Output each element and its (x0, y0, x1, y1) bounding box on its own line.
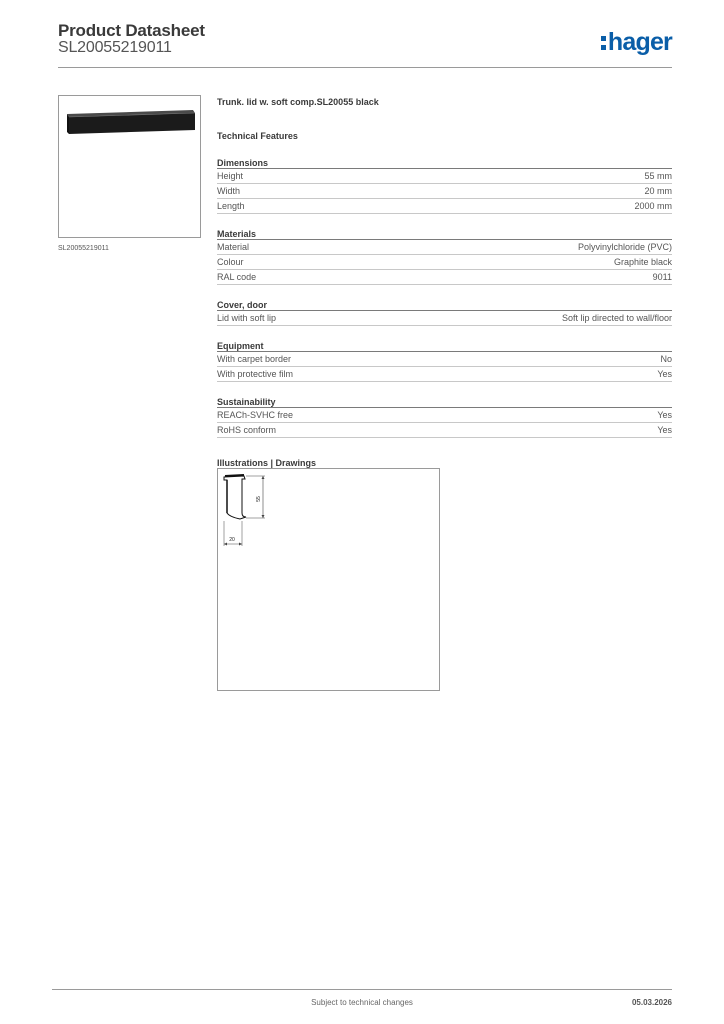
product-image (63, 106, 197, 136)
technical-drawing-frame (217, 468, 440, 691)
spec-value: Polyvinylchloride (PVC) (577, 242, 672, 252)
spec-row (217, 199, 672, 214)
spec-value: 55 mm (644, 171, 672, 181)
page-title: Product Datasheet (58, 21, 205, 40)
product-image-frame (58, 95, 201, 238)
section-dimensions (217, 157, 672, 214)
spec-value: 2000 mm (634, 201, 672, 211)
dim-height-label: 55 (256, 496, 262, 502)
spec-label: Colour (217, 257, 244, 267)
logo-dots-icon (601, 36, 606, 50)
spec-row (217, 367, 672, 382)
section-sustainability (217, 396, 672, 438)
illustrations-heading: Illustrations | Drawings (217, 458, 317, 468)
dim-width-label: 20 (229, 537, 235, 543)
spec-label: Width (217, 186, 241, 196)
features-heading: Technical Features (217, 131, 298, 141)
spec-label: REACh-SVHC free (217, 410, 294, 420)
spec-row (217, 408, 672, 423)
product-name: Trunk. lid w. soft comp.SL20055 black (217, 97, 379, 107)
spec-row (217, 255, 672, 270)
spec-value: Yes (657, 425, 672, 435)
footer-date: 05.03.2026 (631, 998, 672, 1007)
section-materials (217, 228, 672, 285)
spec-label: RoHS conform (217, 425, 277, 435)
spec-label: With protective film (217, 369, 294, 379)
section-cover-door (217, 299, 672, 326)
logo-text: hager (607, 28, 672, 56)
section-title: Dimensions (217, 157, 672, 169)
product-image-caption: SL20055219011 (58, 245, 109, 252)
spec-label: Material (217, 242, 250, 252)
section-equipment (217, 340, 672, 382)
section-title: Sustainability (217, 396, 672, 408)
page-subtitle: SL20055219011 (58, 39, 172, 56)
spec-value: Graphite black (613, 257, 672, 267)
spec-value: Yes (657, 410, 672, 420)
spec-value: 20 mm (644, 186, 672, 196)
spec-value: Yes (657, 369, 672, 379)
section-title: Cover, door (217, 299, 672, 311)
section-title: Equipment (217, 340, 672, 352)
spec-row (217, 352, 672, 367)
spec-label: RAL code (217, 272, 257, 282)
spec-value: No (660, 354, 672, 364)
spec-label: Lid with soft lip (217, 313, 277, 323)
spec-row (217, 240, 672, 255)
spec-row (217, 270, 672, 285)
spec-row (217, 423, 672, 438)
spec-row (217, 311, 672, 326)
spec-label: Length (217, 201, 245, 211)
spec-row (217, 169, 672, 184)
header-divider (58, 67, 672, 68)
footer-divider (52, 989, 672, 990)
spec-label: With carpet border (217, 354, 292, 364)
spec-value: 9011 (652, 272, 672, 282)
spec-value: Soft lip directed to wall/floor (561, 313, 672, 323)
technical-content (217, 97, 672, 470)
footer-note: Subject to technical changes (311, 998, 413, 1007)
technical-drawing (218, 469, 441, 692)
spec-label: Height (217, 171, 244, 181)
section-title: Materials (217, 228, 672, 240)
brand-logo (601, 28, 672, 57)
spec-row (217, 184, 672, 199)
